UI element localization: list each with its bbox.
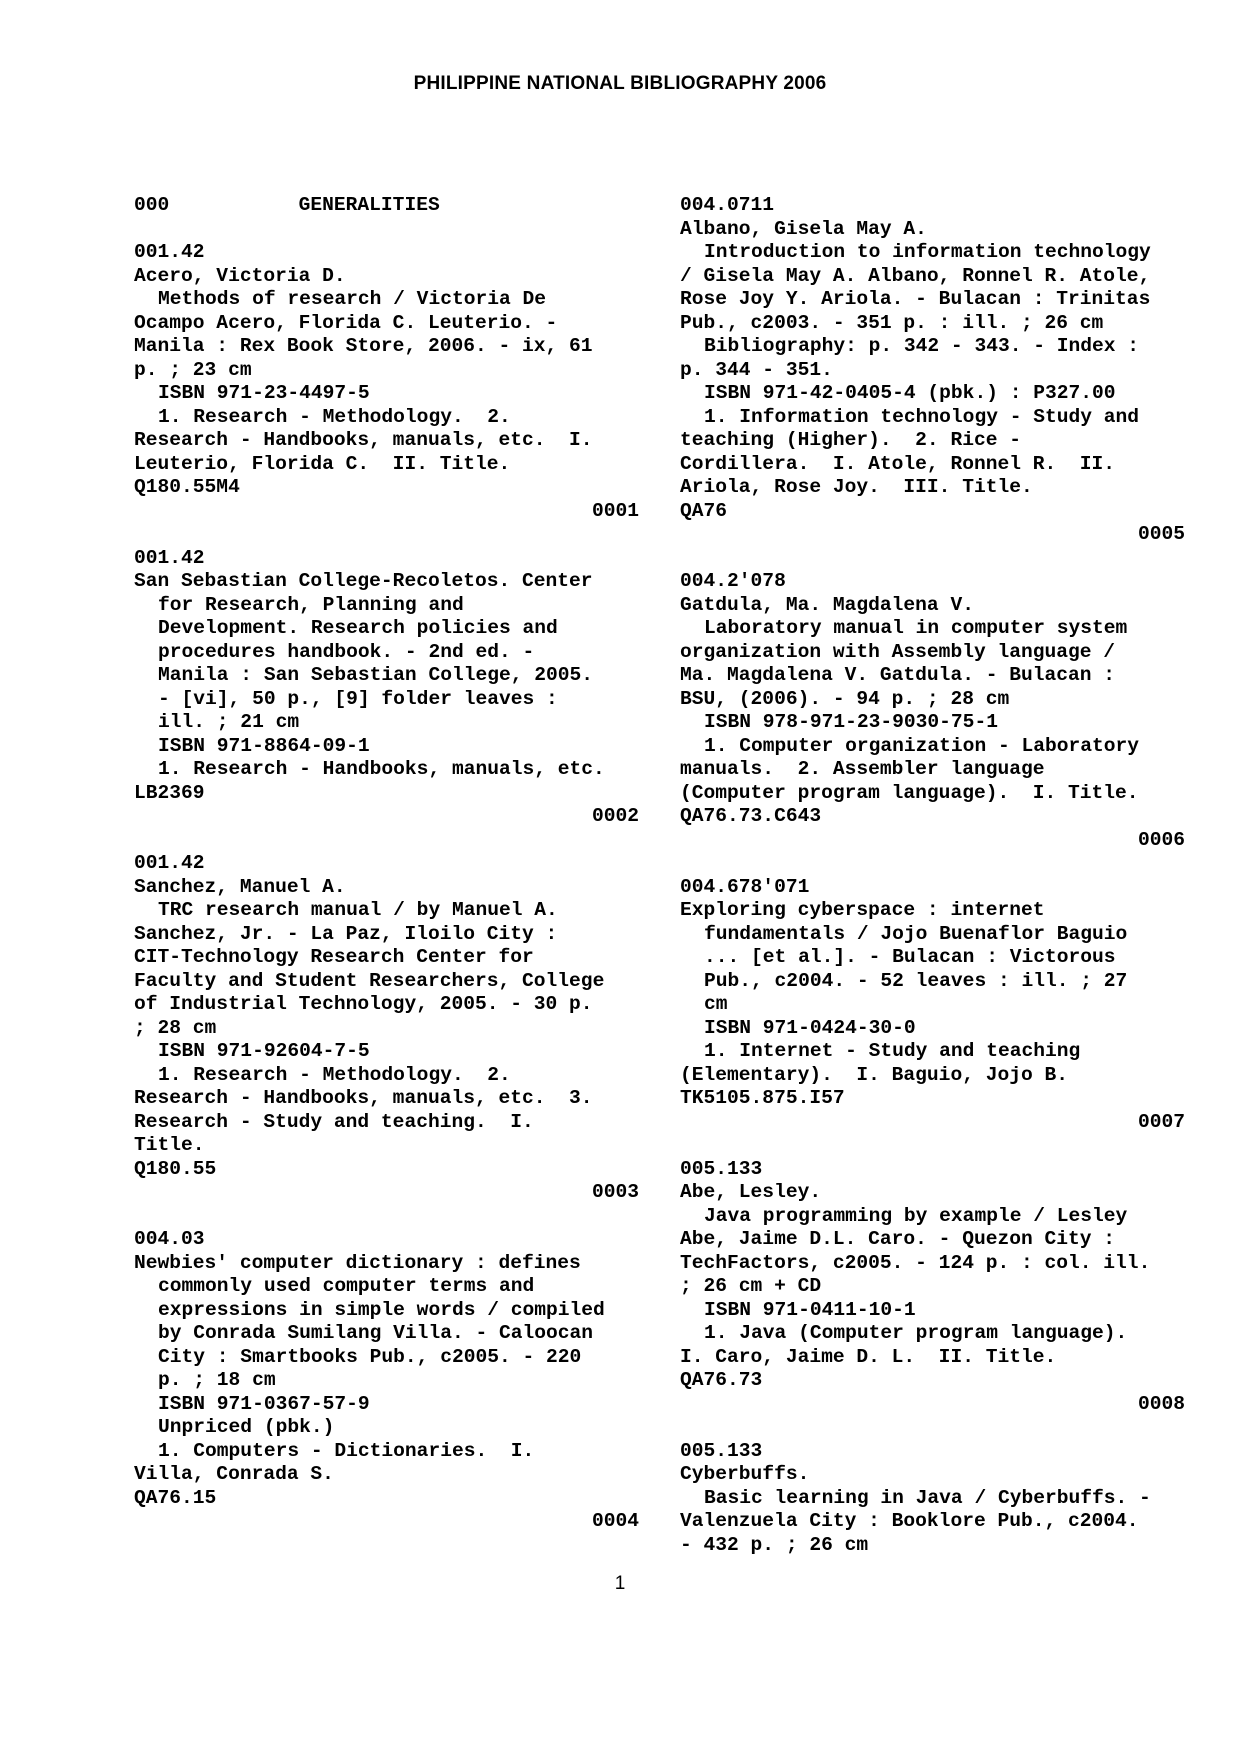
bibliography-line: 1. Research - Methodology. 2. [158, 405, 511, 428]
bibliography-line [134, 218, 639, 242]
bibliography-line: ISBN 971-0367-57-9 [158, 1392, 370, 1415]
bibliography-line: 1. Computers - Dictionaries. I. [158, 1439, 535, 1462]
bibliography-line: CIT-Technology Research Center for [134, 946, 534, 968]
bibliography-line: Leuterio, Florida C. II. Title. [134, 452, 511, 475]
bibliography-line [134, 1205, 639, 1229]
bibliography-line [680, 852, 1185, 876]
bibliography-line: Ocampo Acero, Florida C. Leuterio. - [134, 311, 558, 334]
bibliography-line: commonly used computer terms and [158, 1275, 535, 1297]
bibliography-column-left [134, 194, 639, 1534]
bibliography-line: 1. Java (Computer program language). [704, 1322, 1128, 1344]
bibliography-line: Faculty and Student Researchers, College [134, 969, 605, 992]
bibliography-line: Development. Research policies and [158, 617, 558, 639]
bibliography-line: Basic learning in Java / Cyberbuffs. - [704, 1486, 1151, 1509]
bibliography-line: / Gisela May A. Albano, Ronnel R. Atole, [680, 264, 1151, 287]
bibliography-line: ISBN 971-92604-7-5 [158, 1040, 370, 1062]
bibliography-line: by Conrada Sumilang Villa. - Caloocan [158, 1322, 594, 1344]
bibliography-line: Gatdula, Ma. Magdalena V. [680, 593, 974, 616]
bibliography-line: Bibliography: p. 342 - 343. - Index : [704, 335, 1140, 357]
bibliography-line: ISBN 971-42-0405-4 (pbk.) : P327.00 [704, 382, 1116, 404]
bibliography-line: expressions in simple words / compiled [158, 1298, 605, 1321]
bibliography-line: LB2369 [134, 781, 205, 804]
bibliography-line: Valenzuela City : Booklore Pub., c2004. [680, 1510, 1139, 1532]
bibliography-line: 005.133 [680, 1439, 763, 1462]
entry-number: 0008 [1137, 1392, 1185, 1415]
bibliography-line: of Industrial Technology, 2005. - 30 p. [134, 993, 593, 1015]
bibliography-line [680, 547, 1185, 571]
bibliography-line: Pub., c2003. - 351 p. : ill. ; 26 cm [680, 311, 1104, 334]
bibliography-line: teaching (Higher). 2. Rice - [680, 429, 1021, 451]
bibliography-line: Newbies' computer dictionary : defines [134, 1251, 581, 1274]
bibliography-line: p. ; 23 cm [134, 358, 252, 381]
bibliography-line: ISBN 971-23-4497-5 [158, 382, 370, 404]
bibliography-line [134, 523, 639, 547]
bibliography-line: TechFactors, c2005. - 124 p. : col. ill. [680, 1251, 1151, 1274]
bibliography-line: Introduction to information technology [704, 241, 1151, 263]
bibliography-line: for Research, Planning and [158, 593, 464, 616]
bibliography-line: Rose Joy Y. Ariola. - Bulacan : Trinitas [680, 288, 1151, 310]
bibliography-line: 005.133 [680, 1157, 763, 1180]
entry-number: 0001 [591, 499, 639, 522]
bibliography-line [134, 829, 639, 853]
bibliography-line: ; 26 cm + CD [680, 1275, 822, 1297]
bibliography-line: 000 GENERALITIES [134, 194, 440, 216]
bibliography-line: TK5105.875.I57 [680, 1087, 845, 1109]
bibliography-line: 004.2'078 [680, 570, 786, 592]
bibliography-line: Title. [134, 1134, 205, 1156]
bibliography-line: 1. Research - Handbooks, manuals, etc. [158, 758, 605, 780]
bibliography-line: Ariola, Rose Joy. III. Title. [680, 476, 1033, 498]
bibliography-line: Manila : San Sebastian College, 2005. [158, 664, 594, 686]
bibliography-line: Ma. Magdalena V. Gatdula. - Bulacan : [680, 664, 1116, 686]
bibliography-line: 004.03 [134, 1228, 205, 1250]
bibliography-line: - 432 p. ; 26 cm [680, 1533, 869, 1556]
bibliography-line: Cyberbuffs. [680, 1463, 810, 1485]
bibliography-line: Pub., c2004. - 52 leaves : ill. ; 27 [704, 969, 1128, 992]
bibliography-line: Q180.55M4 [134, 476, 240, 498]
bibliography-line: Java programming by example / Lesley [704, 1204, 1128, 1227]
bibliography-line: Laboratory manual in computer system [704, 617, 1128, 639]
entry-number: 0006 [1137, 828, 1185, 851]
bibliography-line: Villa, Conrada S. [134, 1463, 334, 1485]
bibliography-line [680, 1416, 1185, 1440]
page-number: 1 [614, 1573, 626, 1594]
bibliography-line: Unpriced (pbk.) [158, 1416, 335, 1438]
entry-number: 0002 [591, 805, 639, 827]
bibliography-line: 004.0711 [680, 194, 775, 216]
bibliography-line: cm [704, 993, 728, 1015]
bibliography-line [680, 1134, 1185, 1158]
bibliography-line: 1. Information technology - Study and [704, 405, 1140, 428]
bibliography-line: ... [et al.]. - Bulacan : Victorous [704, 946, 1116, 968]
bibliography-line: (Elementary). I. Baguio, Jojo B. [680, 1063, 1069, 1086]
bibliography-line: Research - Study and teaching. I. [134, 1110, 534, 1133]
bibliography-line: procedures handbook. - 2nd ed. - [158, 640, 535, 663]
bibliography-line: Exploring cyberspace : internet [680, 899, 1045, 921]
bibliography-line: 1. Research - Methodology. 2. [158, 1063, 511, 1086]
bibliography-line: Research - Handbooks, manuals, etc. 3. [134, 1087, 593, 1109]
bibliography-line: ISBN 971-0411-10-1 [704, 1298, 916, 1321]
bibliography-line: p. ; 18 cm [158, 1369, 276, 1391]
bibliography-line: 004.678'071 [680, 875, 810, 898]
bibliography-line: ISBN 978-971-23-9030-75-1 [704, 711, 998, 733]
bibliography-line: San Sebastian College-Recoletos. Center [134, 570, 593, 592]
bibliography-line: 001.42 [134, 546, 205, 569]
bibliography-line: fundamentals / Jojo Buenaflor Baguio [704, 922, 1128, 945]
bibliography-line: p. 344 - 351. [680, 358, 833, 381]
bibliography-line: QA76.73 [680, 1369, 763, 1391]
entry-number: 0007 [1137, 1110, 1185, 1133]
bibliography-line: ISBN 971-0424-30-0 [704, 1016, 916, 1039]
entry-number: 0004 [591, 1510, 639, 1532]
bibliography-line: Sanchez, Jr. - La Paz, Iloilo City : [134, 922, 558, 945]
bibliography-line: Sanchez, Manuel A. [134, 875, 346, 898]
bibliography-line: ill. ; 21 cm [158, 711, 300, 733]
entry-number: 0003 [591, 1181, 639, 1203]
bibliography-line: ISBN 971-8864-09-1 [158, 734, 370, 757]
bibliography-line: 001.42 [134, 852, 205, 874]
bibliography-line: City : Smartbooks Pub., c2005. - 220 [158, 1345, 582, 1368]
bibliography-line: - [vi], 50 p., [9] folder leaves : [158, 687, 558, 710]
bibliography-line: 1. Computer organization - Laboratory [704, 734, 1140, 757]
bibliography-line: I. Caro, Jaime D. L. II. Title. [680, 1345, 1057, 1368]
bibliography-line: QA76.73.C643 [680, 805, 822, 827]
bibliography-line: ; 28 cm [134, 1016, 217, 1039]
bibliography-line: Abe, Lesley. [680, 1181, 822, 1203]
bibliography-line: Methods of research / Victoria De [158, 288, 547, 310]
bibliography-line: 1. Internet - Study and teaching [704, 1040, 1081, 1062]
bibliography-column-right [680, 194, 1185, 1557]
bibliography-line: QA76.15 [134, 1486, 217, 1509]
bibliography-line: Albano, Gisela May A. [680, 217, 927, 240]
bibliography-line: organization with Assembly language / [680, 640, 1116, 663]
bibliography-line: Abe, Jaime D.L. Caro. - Quezon City : [680, 1228, 1116, 1250]
bibliography-line: Cordillera. I. Atole, Ronnel R. II. [680, 452, 1116, 475]
bibliography-line: Manila : Rex Book Store, 2006. - ix, 61 [134, 335, 593, 357]
bibliography-line: manuals. 2. Assembler language [680, 758, 1045, 780]
bibliography-line: 001.42 [134, 241, 205, 263]
page-title: PHILIPPINE NATIONAL BIBLIOGRAPHY 2006 [413, 73, 827, 94]
entry-number: 0005 [1137, 523, 1185, 545]
bibliography-line: Research - Handbooks, manuals, etc. I. [134, 429, 593, 451]
bibliography-line: TRC research manual / by Manuel A. [158, 899, 558, 921]
bibliography-line: QA76 [680, 499, 728, 522]
bibliography-line: Q180.55 [134, 1157, 217, 1180]
bibliography-line: BSU, (2006). - 94 p. ; 28 cm [680, 687, 1010, 710]
bibliography-line: (Computer program language). I. Title. [680, 781, 1139, 804]
bibliography-line: Acero, Victoria D. [134, 264, 346, 287]
